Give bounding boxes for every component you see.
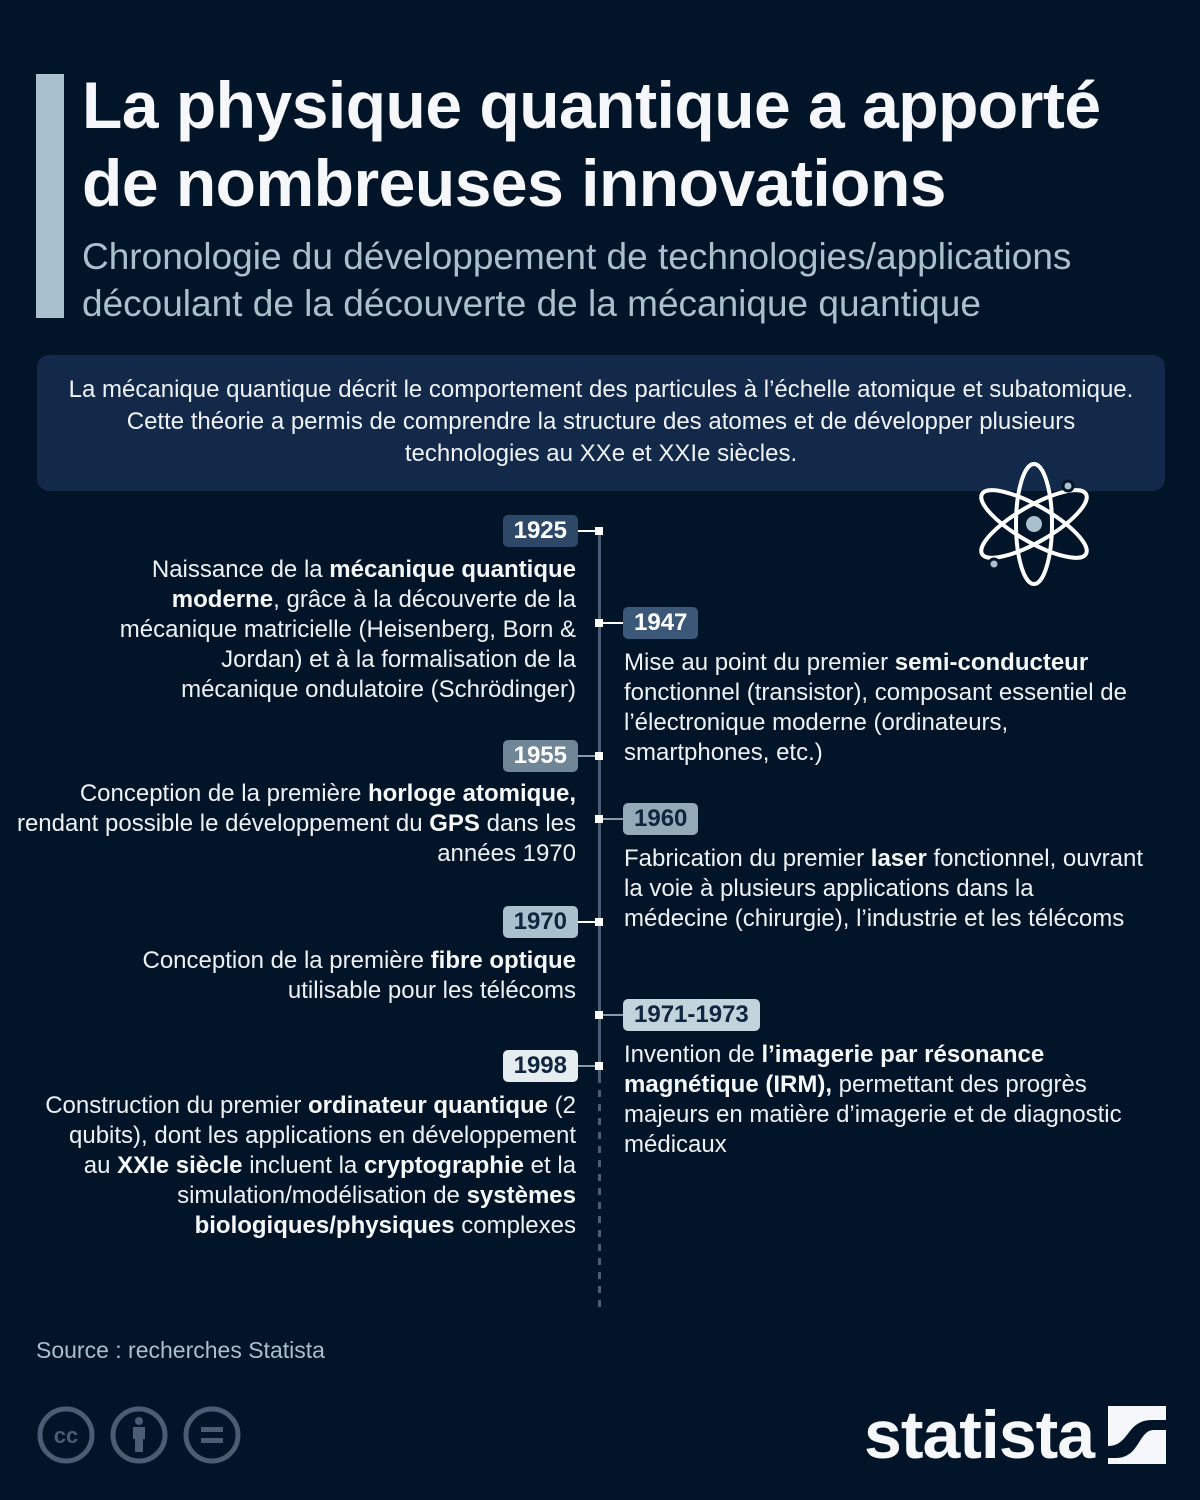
event-description <box>106 555 576 705</box>
description-text: Invention de <box>624 1041 762 1068</box>
highlight-text: l’imagerie par résonance magnétique (IRM), <box>624 1041 1045 1098</box>
year-badge: 1947 <box>623 607 698 639</box>
atom-icon <box>975 460 1093 588</box>
highlight-text: cryptographie <box>363 1152 524 1179</box>
highlight-text: systèmes biologiques/physiques <box>194 1182 576 1239</box>
highlight-text: fibre optique <box>430 947 576 974</box>
description-text: Fabrication du premier <box>624 845 871 872</box>
timeline-connector <box>603 622 623 624</box>
timeline-connector <box>576 921 595 923</box>
event-description <box>624 844 1144 934</box>
description-text: Mise au point du premier <box>624 649 895 676</box>
timeline-node <box>595 752 603 760</box>
highlight-text: ordinateur quantique <box>307 1092 548 1119</box>
year-badge: 1998 <box>503 1050 578 1082</box>
timeline-connector <box>576 755 595 757</box>
year-badge: 1925 <box>503 515 578 547</box>
year-badge: 1960 <box>623 803 698 835</box>
description-text: Construction du premier <box>45 1092 308 1119</box>
event-description <box>36 1091 576 1241</box>
description-text: Conception de la première <box>79 780 368 807</box>
description-text: fonctionnel (transistor), composant essentiel de l’électronique moderne (ordinateurs, smartphones, etc.) <box>624 679 1127 766</box>
timeline-connector <box>603 818 623 820</box>
highlight-text: laser <box>870 845 927 872</box>
highlight-text: XXIe siècle <box>117 1152 243 1179</box>
description-text: complexes <box>454 1212 576 1239</box>
year-badge: 1971-1973 <box>623 999 760 1031</box>
highlight-text: GPS <box>429 810 480 837</box>
description-text: Naissance de la <box>151 556 330 583</box>
timeline-axis-dashed <box>598 1076 601 1310</box>
highlight-text: mécanique quantique moderne <box>171 556 576 613</box>
event-description <box>86 946 576 1006</box>
logo-wordmark: statista <box>864 1397 1095 1473</box>
cc-icon[interactable] <box>36 1405 96 1465</box>
highlight-text: semi-conducteur <box>894 649 1089 676</box>
description-text: rendant possible le développement du <box>16 810 430 837</box>
timeline-node <box>595 1062 603 1070</box>
timeline-node <box>595 619 603 627</box>
attribution-icon[interactable] <box>109 1405 169 1465</box>
license-icons <box>36 1405 242 1465</box>
description-text: permettant des progrès majeurs en matière d’imagerie et de diagnostic médicaux <box>624 1071 1122 1158</box>
description-text: fonctionnel, ouvrant la voie à plusieurs applications dans la médecine (chirurgie), l’industrie et les télécoms <box>624 845 1143 932</box>
timeline-axis <box>598 531 601 1076</box>
year-badge: 1970 <box>503 906 578 938</box>
highlight-text: horloge atomique, <box>367 780 576 807</box>
timeline-connector <box>576 530 595 532</box>
timeline-node <box>595 1011 603 1019</box>
statista-logo-icon <box>1108 1406 1166 1464</box>
event-description <box>16 779 576 869</box>
svg-text:cc: cc <box>53 1423 79 1448</box>
event-description <box>624 648 1144 768</box>
timeline-connector <box>603 1014 623 1016</box>
timeline-node <box>595 527 603 535</box>
timeline-connector <box>576 1065 595 1067</box>
timeline-node <box>595 815 603 823</box>
description-text: Conception de la première <box>142 947 431 974</box>
description-text: (2 qubits), dont les applications en développement au <box>69 1092 576 1179</box>
statista-logo[interactable] <box>864 1397 1166 1473</box>
year-badge: 1955 <box>503 740 578 772</box>
description-text: incluent la <box>242 1152 364 1179</box>
page-title: La physique quantique a apporté de nombreuses innovations <box>82 68 1101 220</box>
intro-text: La mécanique quantique décrit le comportement des particules à l’échelle atomique et subatomique. Cette théorie a permis de comprendre la structure des atomes et de développer plusieurs technologies au XXe et XXIe siècles. <box>68 376 1134 467</box>
title-accent-bar <box>36 74 64 318</box>
page-subtitle: Chronologie du développement de technologies/applications découlant de la découverte de la mécanique quantique <box>82 236 1072 324</box>
no-derivatives-icon[interactable] <box>182 1405 242 1465</box>
event-description <box>624 1040 1144 1160</box>
description-text: utilisable pour les télécoms <box>287 977 576 1004</box>
description-text: dans les années 1970 <box>437 810 576 867</box>
description-text: , grâce à la découverte de la mécanique matricielle (Heisenberg, Born & Jordan) et à la formalisation de la mécanique ondulatoire (Schrödinger) <box>119 586 576 703</box>
timeline-node <box>595 918 603 926</box>
source-note: Source : recherches Statista <box>36 1337 325 1363</box>
description-text: et la simulation/modélisation de <box>177 1152 576 1209</box>
